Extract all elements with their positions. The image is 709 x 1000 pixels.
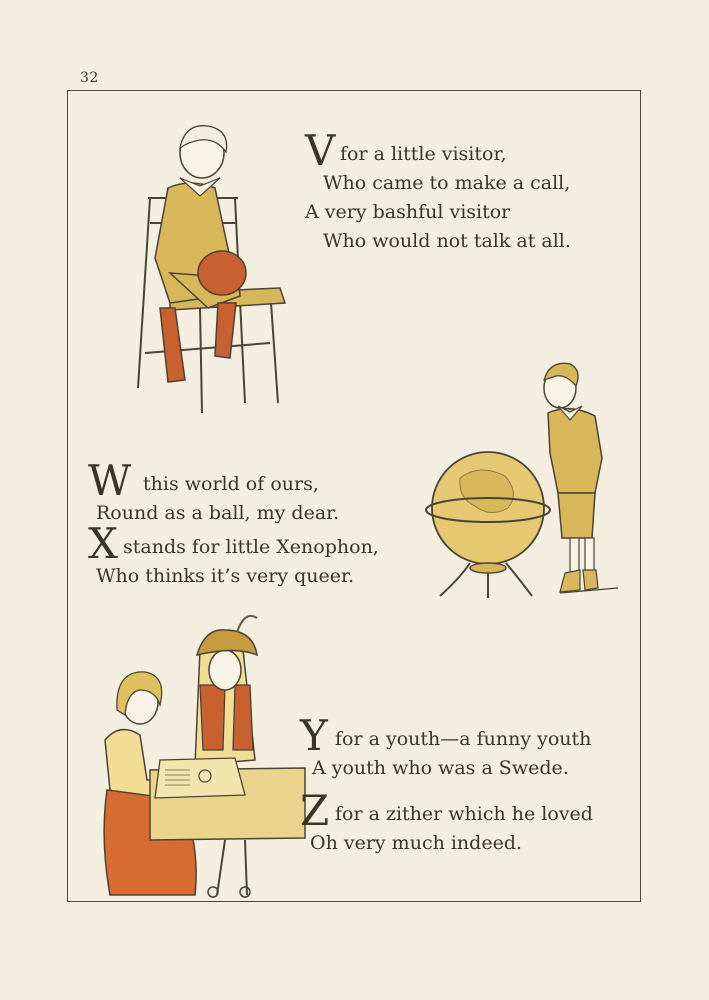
drop-letter-x: X: [88, 519, 118, 568]
verse-yz-line-3: [300, 786, 593, 835]
boy-on-stool-illustration: [130, 118, 290, 418]
drop-letter-w: W: [88, 456, 132, 505]
verse-yz-line-1-text: for a youth—a funny youth: [335, 728, 592, 750]
page-number: 32: [80, 70, 99, 86]
verse-v-line-4: Who would not talk at all.: [323, 230, 571, 252]
drop-letter-z: Z: [300, 786, 330, 835]
verse-wx-line-4: Who thinks it’s very queer.: [96, 565, 355, 587]
verse-wx-line-2: Round as a ball, my dear.: [96, 502, 340, 524]
verse-wx-line-3: [88, 519, 379, 568]
verse-yz-line-4: Oh very much indeed.: [310, 832, 523, 854]
verse-wx-line-1-text: this world of ours,: [143, 473, 319, 495]
verse-v: [305, 126, 571, 256]
verse-wx-line-1: [88, 456, 379, 505]
verse-v-line-1-text: for a little visitor,: [340, 143, 507, 165]
verse-v-line-1: [305, 126, 571, 175]
verse-yz-line-2: A youth who was a Swede.: [312, 757, 569, 779]
drop-letter-y: Y: [300, 711, 328, 760]
verse-yz-line-3-text: for a zither which he loved: [335, 803, 593, 825]
verse-wx: [88, 456, 379, 591]
drop-letter-v: V: [305, 126, 336, 175]
verse-wx-line-3-text: stands for little Xenophon,: [123, 536, 379, 558]
verse-v-line-3: A very bashful visitor: [305, 201, 511, 223]
verse-yz-line-1: [300, 711, 593, 760]
verse-v-line-2: Who came to make a call,: [323, 172, 571, 194]
globe-and-boy-illustration: [420, 358, 630, 603]
verse-yz: [300, 711, 593, 858]
zither-players-illustration: [85, 610, 305, 902]
